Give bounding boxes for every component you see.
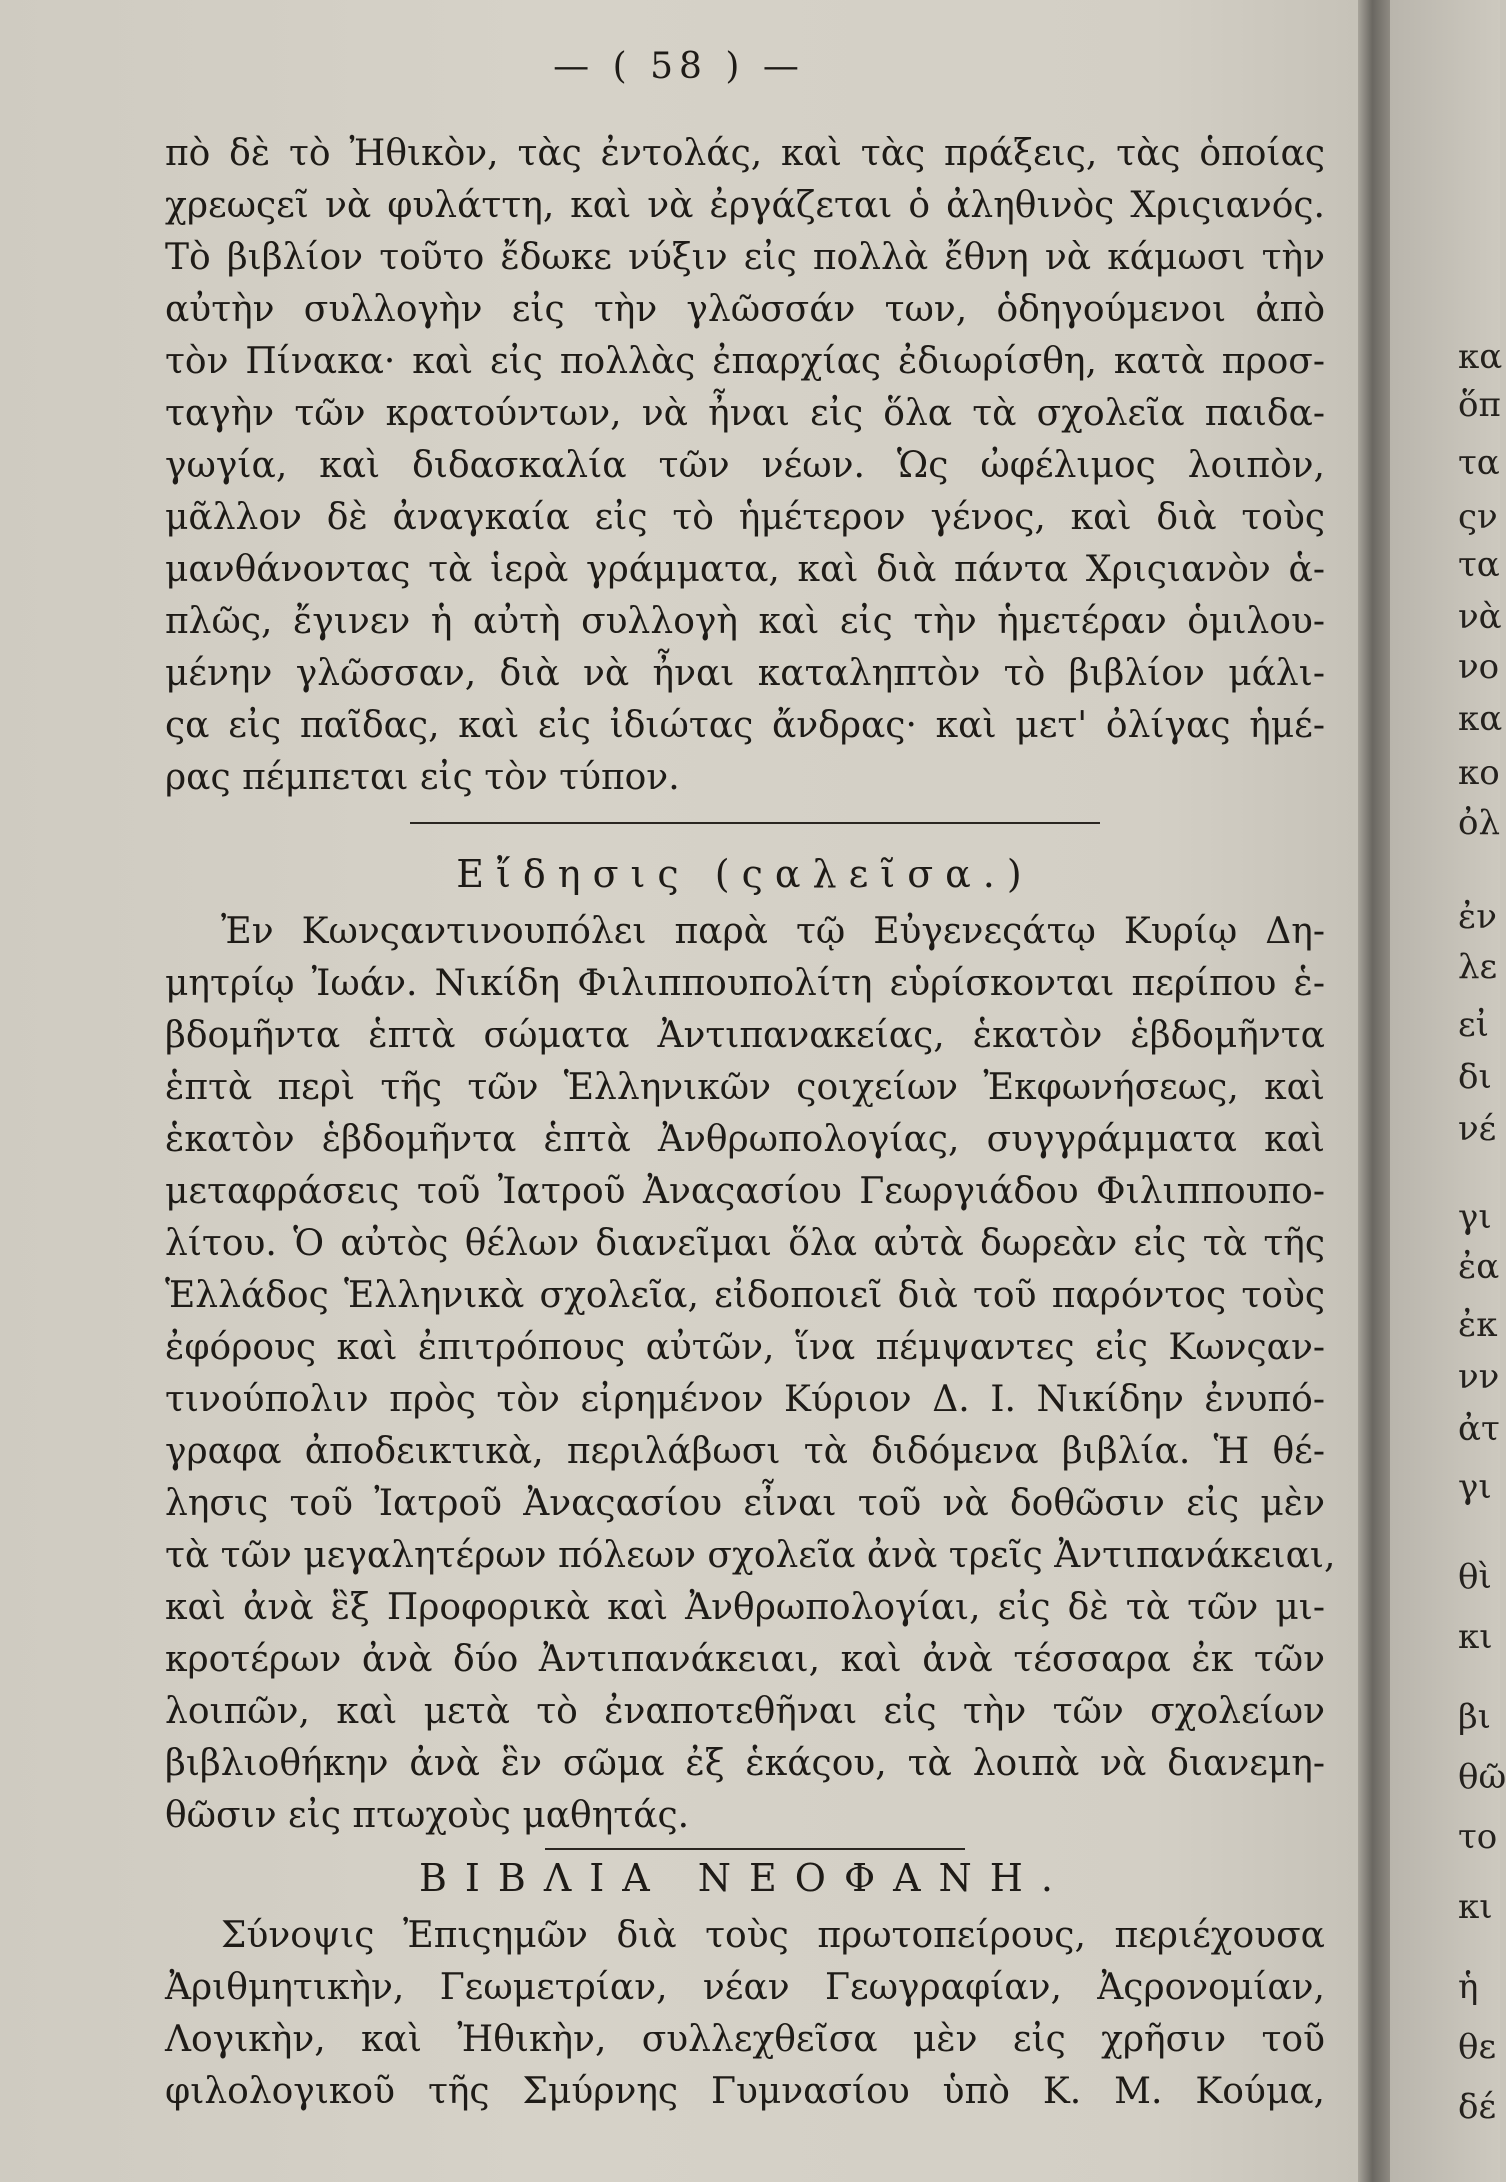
text-line: Ἀριθμητικὴν, Γεωμετρίαν, νέαν Γεωγραφίαν, Ἀςρονομίαν, [165,1967,1325,2008]
adjacent-page-fragment: ὅπ [1458,385,1501,425]
notice-heading: Εἴδησις (ςαλεῖσα.) [456,852,1034,896]
adjacent-page-fragment: ἐα [1458,1247,1500,1287]
text-line: Σύνοψις Ἐπιςημῶν διὰ τοὺς πρωτοπείρους, περιέχουσα [221,1915,1325,1956]
text-line: ἐφόρους καὶ ἐπιτρόπους αὐτῶν, ἵνα πέμψαντες εἰς Κωνςαν- [165,1327,1325,1368]
text-line: ρας πέμπεται εἰς τὸν τύπον. [165,757,680,798]
adjacent-page-fragment: δέ [1458,2087,1497,2127]
page-number: — ( 58 ) — [553,46,805,87]
text-line: γραφα ἀποδεικτικὰ, περιλάβωσι τὰ διδόμενα βιβλία. Ἡ θέ- [165,1431,1325,1472]
section-divider [410,822,1100,824]
adjacent-page-fragment: νέ [1458,1109,1497,1149]
adjacent-page-fragment: θῶ [1458,1757,1506,1797]
text-line: Ἐν Κωνςαντινουπόλει παρὰ τῷ Εὐγενεςάτῳ Κυρίῳ Δη- [221,911,1325,952]
text-line: μένην γλῶσσαν, διὰ νὰ ἦναι καταληπτὸν τὸ βιβλίον μάλι- [165,653,1325,694]
adjacent-page-fragment: θὶ [1458,1557,1492,1597]
text-line: μανθάνοντας τὰ ἱερὰ γράμματα, καὶ διὰ πάντα Χριςιανὸν ἁ- [165,549,1325,590]
adjacent-page-fragment: κο [1458,753,1500,793]
adjacent-page-fragment: βι [1458,1697,1491,1737]
text-line: πὸ δὲ τὸ Ἠθικὸν, τὰς ἐντολάς, καὶ τὰς πράξεις, τὰς ὁποίας [165,133,1325,174]
adjacent-page-fragment: ἐν [1458,897,1497,937]
text-line: κροτέρων ἀνὰ δύο Ἀντιπανάκειαι, καὶ ἀνὰ τέσσαρα ἐκ τῶν [165,1639,1325,1680]
text-line: χρεωςεῖ νὰ φυλάττη, καὶ νὰ ἐργάζεται ὁ ἀληθινὸς Χριςιανός. [165,185,1325,226]
books-heading: ΒΙΒΛΙΑ ΝΕΟΦΑΝΗ. [418,1856,1072,1900]
adjacent-page-fragment: ὀλ [1458,803,1501,843]
adjacent-page-fragment: θε [1458,2027,1497,2067]
adjacent-page-fragment: νὰ [1458,597,1502,637]
text-line: πλῶς, ἔγινεν ἡ αὐτὴ συλλογὴ καὶ εἰς τὴν ἡμετέραν ὁμιλου- [165,601,1325,642]
text-line: τὰ τῶν μεγαλητέρων πόλεων σχολεῖα ἀνὰ τρεῖς Ἀντιπανάκειαι, [165,1535,1336,1576]
adjacent-page-fragment: γι [1458,1197,1492,1237]
text-line: μεταφράσεις τοῦ Ἰατροῦ Ἀναςασίου Γεωργιάδου Φιλιππουπο- [165,1171,1325,1212]
text-line: Ἑλλάδος Ἑλληνικὰ σχολεῖα, εἰδοποιεῖ διὰ τοῦ παρόντος τοὺς [165,1275,1325,1316]
text-line: ἑπτὰ περὶ τῆς τῶν Ἑλληνικῶν ςοιχείων Ἐκφωνήσεως, καὶ [165,1067,1325,1108]
adjacent-page-fragment: ἐκ [1458,1305,1498,1345]
section-1-text [165,128,1325,804]
adjacent-page-fragment: ἡ [1458,1967,1479,2007]
adjacent-page-fragment: το [1458,1817,1498,1857]
adjacent-page-fragment: ςν [1458,497,1498,537]
text-line: λησις τοῦ Ἰατροῦ Ἀναςασίου εἶναι τοῦ νὰ δοθῶσιν εἰς μὲν [165,1483,1325,1524]
text-line: αὐτὴν συλλογὴν εἰς τὴν γλῶσσάν των, ὁδηγούμενοι ἀπὸ [165,289,1325,330]
text-line: ςα εἰς παῖδας, καὶ εἰς ἰδιώτας ἄνδρας· καὶ μετ' ὀλίγας ἡμέ- [165,705,1325,746]
text-line: ταγὴν τῶν κρατούντων, νὰ ἦναι εἰς ὅλα τὰ σχολεῖα παιδα- [165,393,1325,434]
adjacent-page-fragment: λε [1458,947,1498,987]
adjacent-page-fragment: τα [1458,545,1500,585]
text-line: γωγία, καὶ διδασκαλία τῶν νέων. Ὡς ὠφέλιμος λοιπὸν, [165,445,1325,486]
adjacent-page-fragment: κα [1458,337,1503,377]
text-line: τὸν Πίνακα· καὶ εἰς πολλὰς ἐπαρχίας ἐδιωρίσθη, κατὰ προσ- [165,341,1325,382]
text-line: φιλολογικοῦ τῆς Σμύρνης Γυμνασίου ὑπὸ Κ. Μ. Κούμα, [165,2071,1325,2112]
text-line: τινούπολιν πρὸς τὸν εἰρημένον Κύριον Δ. Ι. Νικίδην ἐνυπό- [165,1379,1325,1420]
adjacent-page-fragment: τα [1458,443,1500,483]
text-line: Λογικὴν, καὶ Ἠθικὴν, συλλεχθεῖσα μὲν εἰς χρῆσιν τοῦ [165,2019,1325,2060]
text-line: ἑκατὸν ἑβδομῆντα ἑπτὰ Ἀνθρωπολογίας, συγγράμματα καὶ [165,1119,1325,1160]
section-2-text [165,906,1336,1842]
adjacent-page-fragment: ἀτ [1458,1409,1500,1449]
text-line: βιβλιοθήκην ἀνὰ ἓν σῶμα ἐξ ἑκάςου, τὰ λοιπὰ νὰ διανεμη- [165,1743,1325,1784]
text-line: Τὸ βιβλίον τοῦτο ἔδωκε νύξιν εἰς πολλὰ ἔθνη νὰ κάμωσι τὴν [165,237,1325,278]
adjacent-page-fragment: γι [1458,1467,1492,1507]
section-3-text [165,1910,1325,2118]
text-line: μητρίῳ Ἰωάν. Νικίδη Φιλιππουπολίτη εὑρίσκονται περίπου ἑ- [165,963,1325,1004]
text-line: βδομῆντα ἑπτὰ σώματα Ἀντιπανακείας, ἑκατὸν ἑβδομῆντα [165,1015,1325,1056]
adjacent-page-fragment: κι [1458,1887,1493,1927]
text-line: μᾶλλον δὲ ἀναγκαία εἰς τὸ ἡμέτερον γένος, καὶ διὰ τοὺς [165,497,1325,538]
text-line: θῶσιν εἰς πτωχοὺς μαθητάς. [165,1795,690,1836]
text-line: λοιπῶν, καὶ μετὰ τὸ ἐναποτεθῆναι εἰς τὴν τῶν σχολείων [165,1691,1325,1732]
adjacent-page-fragment: εἰ [1458,1005,1489,1045]
adjacent-page-fragment: κα [1458,699,1503,739]
adjacent-page-fragment: νν [1458,1357,1500,1397]
adjacent-page-fragment: νο [1458,647,1500,687]
text-line: καὶ ἀνὰ ἓξ Προφορικὰ καὶ Ἀνθρωπολογίαι, εἰς δὲ τὰ τῶν μι- [165,1587,1325,1628]
adjacent-page-fragment: δι [1458,1057,1492,1097]
adjacent-page-fragment: κι [1458,1617,1493,1657]
text-line: λίτου. Ὁ αὐτὸς θέλων διανεῖμαι ὅλα αὐτὰ δωρεὰν εἰς τὰ τῆς [165,1223,1325,1264]
book-gutter [1358,0,1390,2182]
